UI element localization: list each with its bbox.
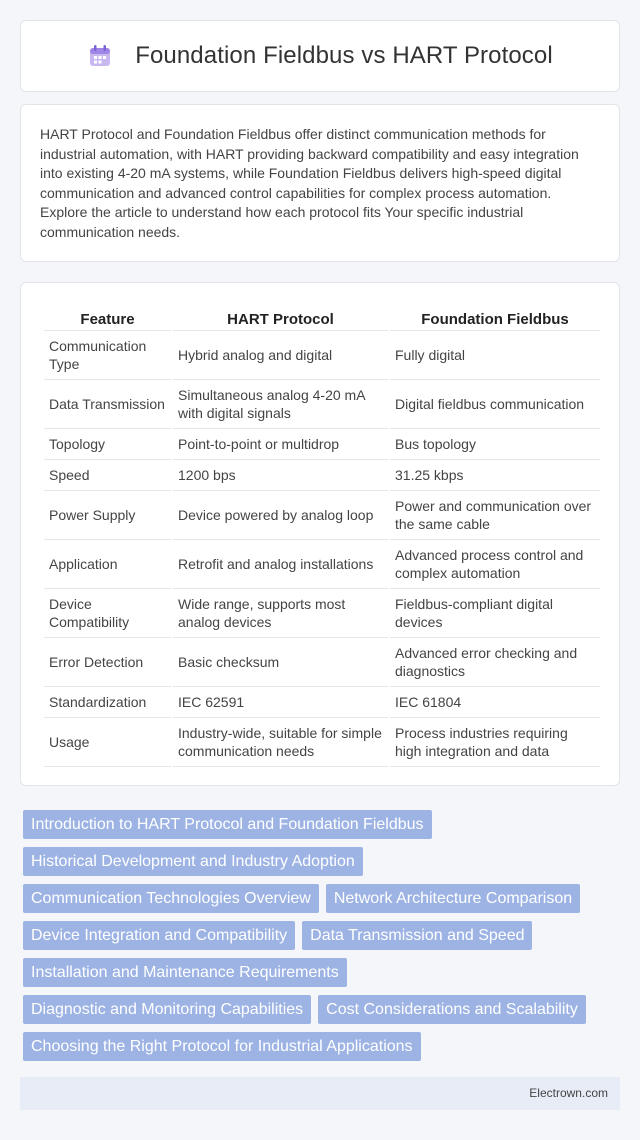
- table-cell: Standardization: [44, 687, 171, 718]
- table-row: [44, 687, 600, 718]
- table-cell: Simultaneous analog 4-20 mA with digital signals: [173, 380, 388, 429]
- topic-link[interactable]: Diagnostic and Monitoring Capabilities: [23, 995, 311, 1024]
- table-cell: Wide range, supports most analog devices: [173, 589, 388, 638]
- table-cell: IEC 61804: [390, 687, 600, 718]
- table-cell: Digital fieldbus communication: [390, 380, 600, 429]
- table-row: [44, 638, 600, 687]
- table-row: [44, 540, 600, 589]
- table-cell: Bus topology: [390, 429, 600, 460]
- intro-text: HART Protocol and Foundation Fieldbus offer distinct communication methods for industrial automation, with HART providing backward compatibility and easy integration into existing 4-20 mA systems, while Foundation Fieldbus delivers high-speed digital communication and advanced control capabilities for complex process automation. Explore the article to understand how each protocol fits Your specific industrial communication needs.: [40, 126, 579, 240]
- topic-link[interactable]: Choosing the Right Protocol for Industrial Applications: [23, 1032, 421, 1061]
- table-cell: IEC 62591: [173, 687, 388, 718]
- topic-link[interactable]: Communication Technologies Overview: [23, 884, 319, 913]
- table-row: [44, 589, 600, 638]
- table-cell: Communication Type: [44, 331, 171, 380]
- table-cell: Fully digital: [390, 331, 600, 380]
- table-cell: Fieldbus-compliant digital devices: [390, 589, 600, 638]
- table-cell: Error Detection: [44, 638, 171, 687]
- column-header: Feature: [44, 303, 171, 331]
- table-cell: Basic checksum: [173, 638, 388, 687]
- table-cell: Power and communication over the same cable: [390, 491, 600, 540]
- table-row: [44, 460, 600, 491]
- comparison-table: [42, 303, 602, 767]
- topic-link[interactable]: Cost Considerations and Scalability: [318, 995, 586, 1024]
- topic-link[interactable]: Data Transmission and Speed: [302, 921, 532, 950]
- footer: [20, 1077, 620, 1110]
- table-cell: Topology: [44, 429, 171, 460]
- comparison-table-card: [20, 282, 620, 786]
- table-cell: Advanced process control and complex automation: [390, 540, 600, 589]
- header-card: [20, 20, 620, 92]
- table-cell: Advanced error checking and diagnostics: [390, 638, 600, 687]
- table-cell: Power Supply: [44, 491, 171, 540]
- calendar-icon: [87, 43, 113, 69]
- table-row: [44, 331, 600, 380]
- table-cell: Device powered by analog loop: [173, 491, 388, 540]
- table-cell: Industry-wide, suitable for simple communication needs: [173, 718, 388, 767]
- table-cell: Process industries requiring high integration and data: [390, 718, 600, 767]
- table-cell: Data Transmission: [44, 380, 171, 429]
- table-cell: 31.25 kbps: [390, 460, 600, 491]
- topic-tags: [23, 810, 613, 1069]
- column-header: HART Protocol: [173, 303, 388, 331]
- table-cell: Usage: [44, 718, 171, 767]
- topic-link[interactable]: Historical Development and Industry Adoption: [23, 847, 363, 876]
- table-cell: Hybrid analog and digital: [173, 331, 388, 380]
- topic-link[interactable]: Installation and Maintenance Requirements: [23, 958, 347, 987]
- table-cell: Speed: [44, 460, 171, 491]
- table-cell: Device Compatibility: [44, 589, 171, 638]
- table-cell: Retrofit and analog installations: [173, 540, 388, 589]
- table-cell: Application: [44, 540, 171, 589]
- table-row: [44, 718, 600, 767]
- table-cell: Point-to-point or multidrop: [173, 429, 388, 460]
- topic-link[interactable]: Network Architecture Comparison: [326, 884, 580, 913]
- table-row: [44, 429, 600, 460]
- page-title: Foundation Fieldbus vs HART Protocol: [135, 42, 553, 69]
- table-row: [44, 380, 600, 429]
- topic-link[interactable]: Device Integration and Compatibility: [23, 921, 295, 950]
- intro-card: [20, 104, 620, 262]
- table-header-row: [44, 303, 600, 331]
- footer-site-name: Electrown.com: [529, 1086, 608, 1100]
- topic-link[interactable]: Introduction to HART Protocol and Foundation Fieldbus: [23, 810, 432, 839]
- column-header: Foundation Fieldbus: [390, 303, 600, 331]
- table-row: [44, 491, 600, 540]
- table-cell: 1200 bps: [173, 460, 388, 491]
